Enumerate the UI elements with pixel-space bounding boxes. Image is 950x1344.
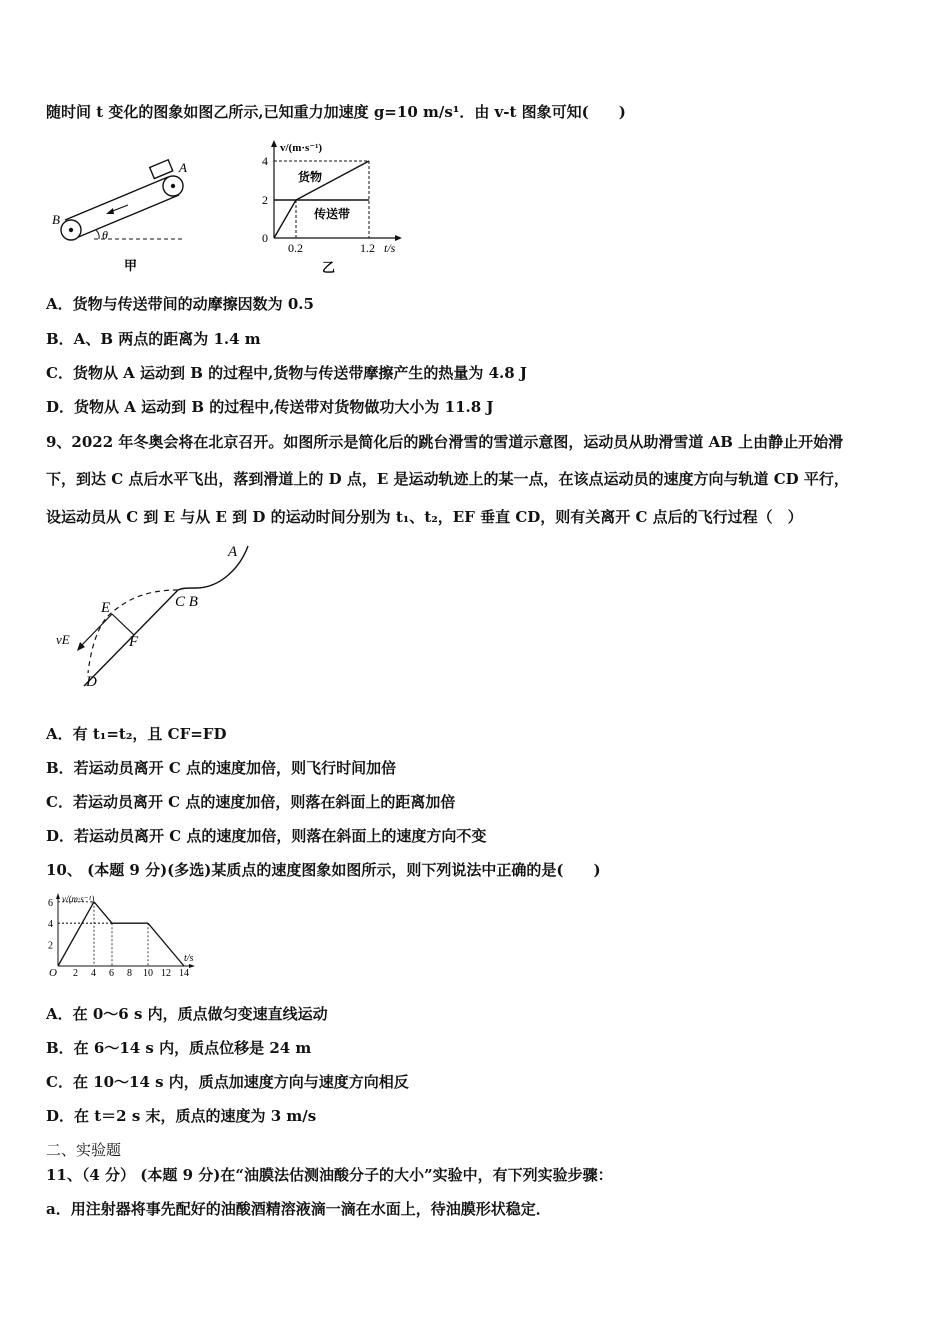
q10-option-d: D．在 t＝2 s 末，质点的速度为 3 m/s <box>46 1107 317 1125</box>
q9-option-b: B．若运动员离开 C 点的速度加倍，则飞行时间加倍 <box>46 759 397 777</box>
q8-intro: 随时间 t 变化的图象如图乙所示,已知重力加速度 g=10 m/s¹．由 v-t 图象可知( ) <box>46 103 626 121</box>
vt-series-segment-1 <box>94 902 112 923</box>
vt-ytick-6: 6 <box>48 897 53 909</box>
conveyor-diagram <box>44 150 194 275</box>
q11-intro: 11、（4 分） (本题 9 分)在“油膜法估测油酸分子的大小”实验中，有下列实验步骤： <box>46 1166 613 1184</box>
section-title: 二、实验题 <box>46 1141 122 1159</box>
q8-option-c: C．货物从 A 运动到 B 的过程中,货物与传送带摩擦产生的热量为 4.8 J <box>46 364 528 382</box>
caption-jia: 甲 <box>124 258 138 273</box>
vt-xtick-8: 8 <box>127 968 132 979</box>
vt-graph-belt <box>258 138 418 278</box>
belt-ytick-0: 0 <box>262 231 268 245</box>
q8-option-b: B．A、B 两点的距离为 1.4 m <box>46 330 261 348</box>
label-ve: vE <box>56 632 70 647</box>
q11-step-a: a．用注射器将事先配好的油酸酒精溶液滴一滴在水面上，待油膜形状稳定． <box>46 1200 551 1218</box>
vt-xtick-12: 12 <box>161 968 171 979</box>
belt-xtick-02: 0.2 <box>288 241 303 255</box>
vt-xtick-14: 14 <box>179 968 189 979</box>
vt-xtick-2: 2 <box>73 968 78 979</box>
vt-chart <box>44 890 204 980</box>
label-theta: θ <box>102 228 108 242</box>
label-e: E <box>101 600 111 616</box>
q9-line-1: 9、2022 年冬奥会将在北京召开。如图所示是简化后的跳台滑雪的雪道示意图，运动员从助滑雪道 AB 上由静止开始滑 <box>46 433 844 451</box>
vt-xtick-6: 6 <box>109 968 114 979</box>
label-a: A <box>228 544 238 560</box>
label-f: F <box>129 634 139 650</box>
vt-ylabel: v/(m·s⁻¹) <box>62 894 95 904</box>
label-d: D <box>86 674 97 690</box>
q9-line-2: 下，到达 C 点后水平飞出，落到滑道上的 D 点，E 是运动轨迹上的某一点，在该点运动员的速度方向与轨道 CD 平行， <box>46 470 849 488</box>
q9-option-d: D．若运动员离开 C 点的速度加倍，则落在斜面上的速度方向不变 <box>46 827 487 845</box>
vt-ytick-2: 2 <box>48 940 53 952</box>
label-goods: 货物 <box>298 170 323 184</box>
label-belt: 传送带 <box>314 207 351 221</box>
belt-ylabel: v/(m·s⁻¹) <box>280 142 323 154</box>
vt-series-segment-3 <box>148 923 184 966</box>
belt-ytick-4: 4 <box>262 154 268 168</box>
q8-option-d: D．货物从 A 运动到 B 的过程中,传送带对货物做功大小为 11.8 J <box>46 398 494 416</box>
ski-jump-diagram <box>50 538 260 693</box>
q10-option-a: A．在 0～6 s 内，质点做匀变速直线运动 <box>46 1005 328 1023</box>
label-a: A <box>179 160 187 175</box>
vt-xlabel: t/s <box>184 953 194 964</box>
q10-option-c: C．在 10～14 s 内，质点加速度方向与速度方向相反 <box>46 1073 409 1091</box>
vt-origin: O <box>49 967 57 979</box>
q9-line-3: 设运动员从 C 到 E 与从 E 到 D 的运动时间分别为 t₁、t₂，EF 垂直 CD，则有关离开 C 点后的飞行过程（ ） <box>46 508 803 526</box>
q9-option-c: C．若运动员离开 C 点的速度加倍，则落在斜面上的距离加倍 <box>46 793 456 811</box>
vt-ytick-4: 4 <box>48 919 53 931</box>
vt-xtick-4: 4 <box>91 968 96 979</box>
label-cb: C B <box>175 594 198 610</box>
caption-yi: 乙 <box>322 260 336 275</box>
q9-option-a: A．有 t₁=t₂，且 CF=FD <box>46 725 227 743</box>
label-b: B <box>52 212 60 227</box>
vt-series-segment-0 <box>58 902 94 966</box>
belt-ytick-2: 2 <box>262 193 268 207</box>
vt-xtick-10: 10 <box>143 968 153 979</box>
q10-intro: 10、 (本题 9 分)(多选)某质点的速度图象如图所示，则下列说法中正确的是( ) <box>46 861 601 879</box>
q8-option-a: A．货物与传送带间的动摩擦因数为 0.5 <box>46 295 314 313</box>
belt-xtick-12: 1.2 <box>360 241 375 255</box>
belt-xlabel: t/s <box>384 241 396 255</box>
q10-option-b: B．在 6～14 s 内，质点位移是 24 m <box>46 1039 312 1057</box>
